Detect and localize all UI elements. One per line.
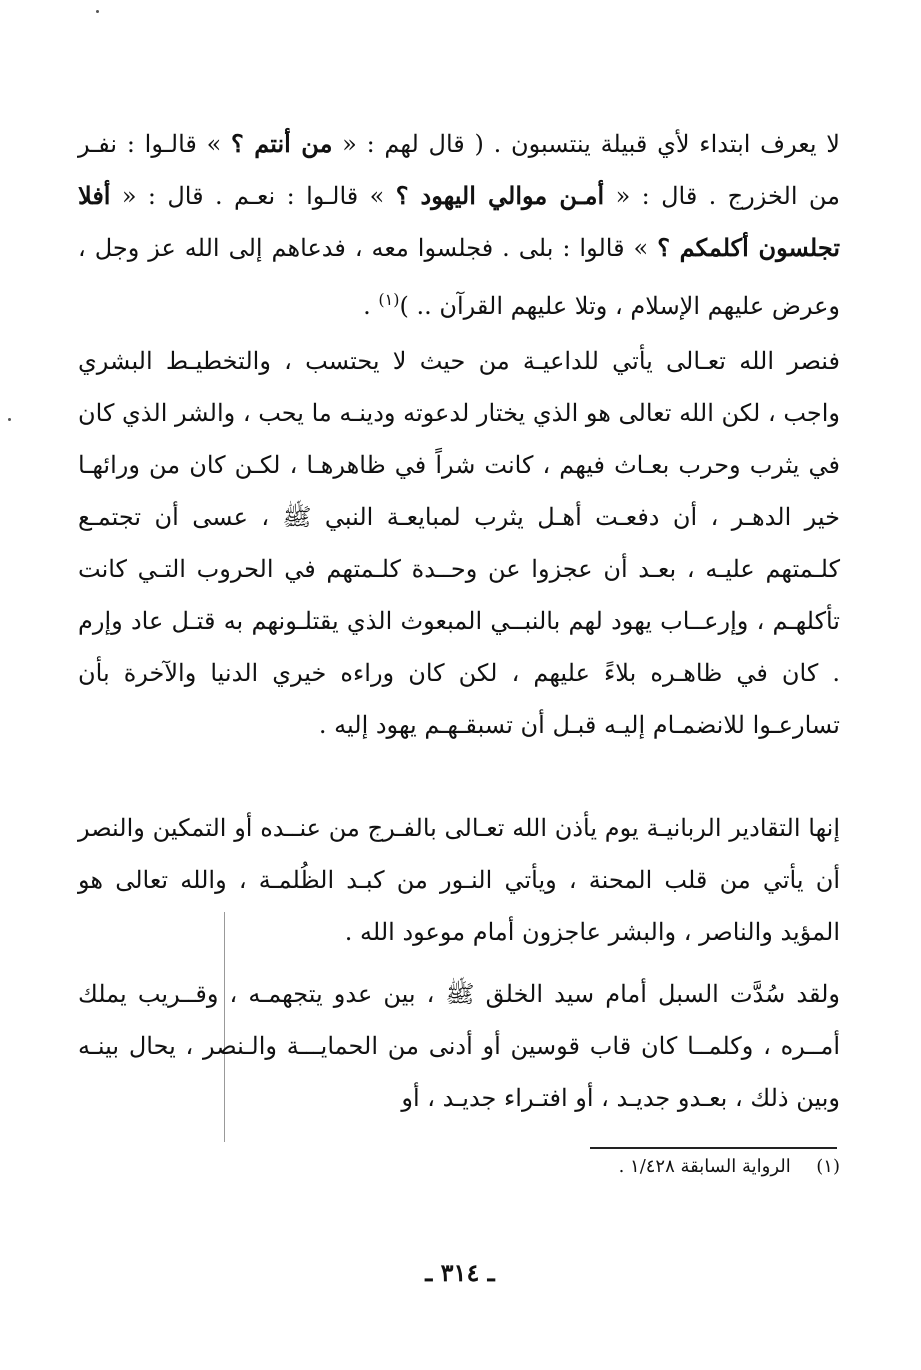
footnote-reference: (١) [378, 290, 400, 309]
bold-quote: أفلا تجلسون أكلمكم ؟ [78, 181, 841, 262]
text-segment: » قالـوا : نفـر من الخزرج . قال : « [78, 130, 840, 210]
paragraph-text: فنصر الله تعـالى يأتي للداعيـة من حيث لا يحتسب ، والتخطيـط البشري واجب ، لكن الله تعالى هو الذي يختار لدعوته ودينـه ما يحب ، والشر الذي كان في يثرب وحرب بعـاث فيهم ، كانت شراً في ظاهرهـا ، لكـن كان من ورائهـا خير الدهـر ، أن دفعـت أهـل يثرب لمبايعـة النبي ﷺ ، عسى أن تجتمـع كلـمتهم عليـه ، بعـد أن عجزوا عن وحــدة كلـمتهم في الحروب التـي كانت تأكلهـم ، وإرعــاب يهود لهم بالنبــي المبعوث الذي يقتلـونهم به قتـل عاد وإرم . كان في ظاهـره بلاءً عليهم ، لكن كان وراءه خيري الدنيا والآخرة بأن تسارعـوا للانضمـام إليـه قبـل أن تسبقـهـم يهود إليه . [78, 347, 841, 739]
paragraph-text: ولقد سُدَّت السبل أمام سيد الخلق ﷺ ، بين عدو يتجهمـه ، وقــريب يملك أمــره ، وكلمــا كان قاب قوسين أو أدنى من الحمايـــة والـنصر ، يحال بينـه وبين ذلك ، بعـدو جديـد ، أو افتـراء جديـد ، أو [78, 980, 840, 1112]
paragraph-4 [78, 968, 840, 1124]
footnote-marker: (١) [816, 1156, 840, 1177]
text-segment: لا يعرف ابتداء لأي قبيلة ينتسبون . ( قال لهم : « [332, 130, 840, 158]
text-segment: » قالوا : بلى . فجلسوا معه ، فدعاهم إلى الله عز وجل ، وعرض عليهم الإسلام ، وتلا عليهم القرآن .. ) [78, 234, 840, 320]
text-segment: » قالـوا : نعـم . قال : « [110, 182, 396, 210]
scan-speck [8, 418, 11, 421]
footnote [400, 1152, 840, 1182]
text-segment: . [363, 292, 379, 320]
page-number: ـ ٣١٤ ـ [425, 1258, 495, 1287]
paragraph-3 [78, 802, 840, 958]
scan-speck [96, 10, 99, 13]
footnote-text: الرواية السابقة ١/٤٢٨ . [618, 1156, 791, 1177]
paragraph-2 [78, 335, 840, 751]
paragraph-1 [78, 118, 840, 332]
bold-quote: من أنتم ؟ [231, 129, 333, 158]
paragraph-text: إنها التقادير الربانيـة يوم يأذن الله تعـالى بالفـرج من عنــده أو التمكين والنصر أن يأتي من قلب المحنة ، ويأتي النـور من كبـد الظُلمـة ، والله تعالى هو المؤيد والناصر ، والبشر عاجزون أمام موعود الله . [78, 814, 840, 946]
bold-quote: أمـن موالي اليهود ؟ [395, 181, 605, 210]
footnote-divider [590, 1147, 837, 1149]
